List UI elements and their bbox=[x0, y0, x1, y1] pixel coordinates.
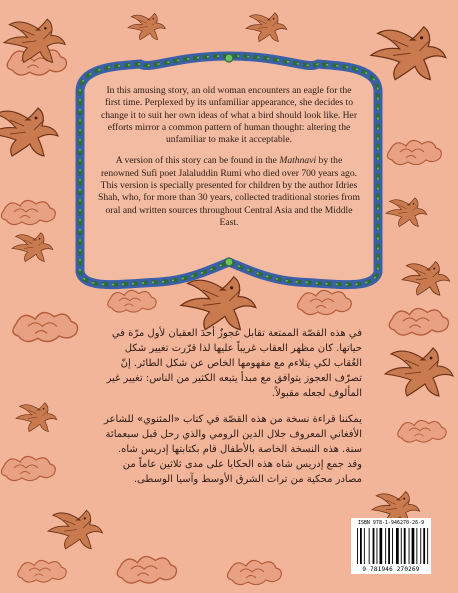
barcode-bar bbox=[392, 528, 393, 564]
cloud-ornament bbox=[1, 200, 55, 224]
barcode-bar bbox=[385, 528, 386, 564]
eagle-illustration bbox=[385, 348, 453, 396]
barcode-bar bbox=[380, 528, 383, 564]
cloud-ornament bbox=[398, 420, 447, 442]
english-paragraph-1: In this amusing story, an old woman encounters an eagle for the first time. Perplexed by its unfamiliar appearance, she decides to change it to suit her own ideas of what a bird should look like. Her efforts mirror a common pattern of human thought: altering the unfamiliar to make it acceptable. bbox=[100, 85, 358, 146]
barcode-bar bbox=[388, 528, 390, 564]
barcode-bar bbox=[377, 528, 378, 564]
book-title-mathnavi: Mathnavi bbox=[279, 155, 317, 167]
eagle-illustration bbox=[128, 13, 165, 39]
cloud-ornament bbox=[13, 313, 78, 342]
barcode-bar bbox=[396, 528, 399, 564]
eagle-illustration bbox=[402, 262, 450, 296]
cloud-ornament bbox=[18, 560, 67, 582]
eagle-illustration bbox=[12, 233, 53, 262]
cloud-ornament bbox=[297, 290, 351, 314]
eagle-illustration bbox=[246, 13, 287, 42]
arabic-paragraph-2: يمكننا قراءة نسخة من هذه القصّة في كتاب «المثنوي» للشاعر الأفغاني المعروف جلال الدين الرومي والذي رحل قبل سبعمائة سنة. هذه النسخة الخاصة بالأطفال قام بكتابتها إدريس شاه. وقد جمع إدريس شاه هذه الحكايا على مدى ثلاثين عاماً من مصادر محكية من تراث الشرق الأوسط وآسيا الوسطى. bbox=[104, 414, 362, 485]
barcode-bar bbox=[423, 528, 425, 564]
barcode-bar bbox=[404, 528, 406, 564]
eagle-illustration bbox=[371, 27, 446, 80]
barcode-bar bbox=[427, 528, 428, 564]
barcode-bar bbox=[412, 528, 415, 564]
eagle-illustration bbox=[48, 510, 102, 548]
isbn-barcode bbox=[351, 518, 431, 574]
barcode-bar bbox=[357, 528, 358, 564]
english-paragraph-2-end: by the renowned Sufi poet Jalaluddin Rumi who died over 700 years ago. This version is specially presented for children by the author Idries Shah, who, for more than 30 years, collected traditional stories from oral and written sources throughout Central Asia and the Middle East. bbox=[98, 155, 360, 228]
barcode-bar bbox=[364, 528, 365, 564]
eagle-illustration bbox=[16, 403, 57, 432]
barcode-bar bbox=[409, 528, 410, 564]
cloud-ornament bbox=[117, 556, 176, 583]
cloud-ornament bbox=[1, 456, 55, 480]
english-paragraph-2-start: A version of this story can be found in the bbox=[115, 155, 280, 167]
isbn-number: ISBN 978-1-946270-26-9 bbox=[357, 520, 425, 526]
arabic-paragraph-1: في هذه القصّة الممتعة تقابل عجوزٌ أحدَ العقبان لأول مرّة في حياتها. كان مظهر العقاب غريباً عليها لذا قرّرت تغيير شكل العُقاب لكي يتلاءم مع مفهومها الخاص عن شكل الطائر. إنّ تصرّف العجوز يتوافق مع مبدأ يتبعه الكثير من الناس: تغيير غير المألوف لجعله مقبولاً. bbox=[106, 328, 362, 399]
cloud-ornament bbox=[227, 560, 281, 584]
barcode-bar bbox=[401, 528, 402, 564]
cloud-ornament bbox=[108, 290, 157, 312]
barcode-bar bbox=[369, 528, 370, 564]
eagle-illustration bbox=[181, 277, 256, 330]
barcode-bar bbox=[420, 528, 421, 564]
eagle-illustration bbox=[386, 198, 427, 227]
eagle-illustration bbox=[0, 108, 58, 156]
english-paragraph-2 bbox=[98, 155, 360, 229]
barcode-bar bbox=[360, 528, 362, 564]
barcode-bar bbox=[373, 528, 375, 564]
barcode-digits: 9 781946 270269 bbox=[362, 566, 420, 573]
cloud-ornament bbox=[389, 308, 448, 335]
cloud-ornament bbox=[387, 140, 441, 164]
barcode-bar bbox=[416, 528, 417, 564]
english-description bbox=[98, 85, 360, 238]
